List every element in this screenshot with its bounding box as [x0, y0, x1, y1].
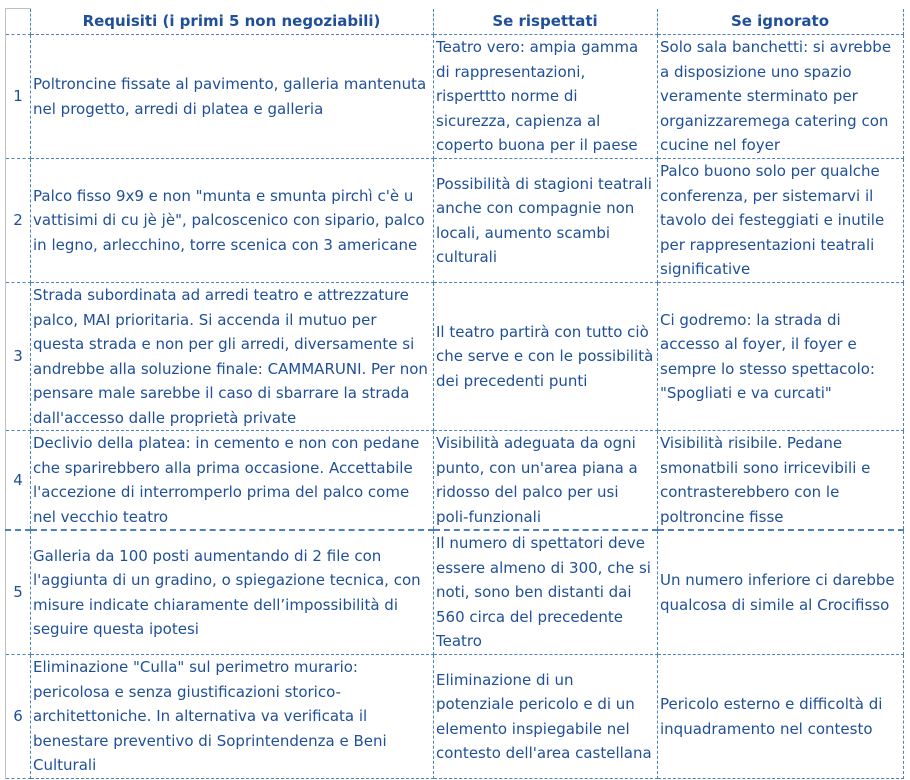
requirements-table: [5, 8, 904, 779]
respected-cell[interactable]: Possibilità di stagioni teatrali anche con compagnie non locali, aumento scambi culturali: [434, 159, 658, 283]
table-row: [6, 283, 904, 431]
header-if-respected[interactable]: Se rispettati: [434, 9, 658, 35]
header-row: [6, 9, 904, 35]
table-row: [6, 35, 904, 159]
row-number[interactable]: 1: [6, 35, 31, 159]
row-number[interactable]: 4: [6, 431, 31, 531]
ignored-cell[interactable]: Ci godremo: la strada di accesso al foyer, il foyer e sempre lo stesso spettacolo: "Spogliati e va curcati": [658, 283, 904, 431]
header-if-ignored[interactable]: Se ignorato: [658, 9, 904, 35]
respected-cell[interactable]: Eliminazione di un potenziale pericolo e di un elemento inspiegabile nel contesto dell'area castellana: [434, 655, 658, 779]
ignored-cell[interactable]: Solo sala banchetti: si avrebbe a disposizione uno spazio veramente sterminato per organizzaremega catering con cucine nel foyer: [658, 35, 904, 159]
ignored-cell[interactable]: Visibilità risibile. Pedane smonatbili sono irricevibili e contrasterebbero con le poltroncine fisse: [658, 431, 904, 531]
corner-cell[interactable]: [6, 9, 31, 35]
requirement-cell[interactable]: Strada subordinata ad arredi teatro e attrezzature palco, MAI prioritaria. Si accenda il mutuo per questa strada e non per gli arredi, diversamente si andrebbe alla soluzione finale: CAMMARUNI. Per non pensare male sarebbe il caso di sbarrare la strada dall'accesso dalle proprietà private: [31, 283, 434, 431]
requirement-cell[interactable]: Eliminazione "Culla" sul perimetro murario: pericolosa e senza giustificazioni storico-architettoniche. In alternativa va verificata il benestare preventivo di Soprintendenza e Beni Culturali: [31, 655, 434, 779]
table-row: [6, 655, 904, 779]
requirement-cell[interactable]: Poltroncine fissate al pavimento, galleria mantenuta nel progetto, arredi di platea e galleria: [31, 35, 434, 159]
ignored-cell[interactable]: Un numero inferiore ci darebbe qualcosa di simile al Crocifisso: [658, 530, 904, 655]
respected-cell[interactable]: Il numero di spettatori deve essere almeno di 300, che si noti, sono ben distanti dai 560 circa del precedente Teatro: [434, 530, 658, 655]
table-row: [6, 159, 904, 283]
header-requirements[interactable]: Requisiti (i primi 5 non negoziabili): [31, 9, 434, 35]
respected-cell[interactable]: Teatro vero: ampia gamma di rappresentazioni, risperttto norme di sicurezza, capienza al coperto buona per il paese: [434, 35, 658, 159]
respected-cell[interactable]: Il teatro partirà con tutto ciò che serve e con le possibilità dei precedenti punti: [434, 283, 658, 431]
requirement-cell[interactable]: Declivio della platea: in cemento e non con pedane che sparirebbero alla prima occasione. Accettabile l'accezione di interromperlo prima del palco come nel vecchio teatro: [31, 431, 434, 531]
table-row: [6, 431, 904, 531]
row-number[interactable]: 2: [6, 159, 31, 283]
ignored-cell[interactable]: Palco buono solo per qualche conferenza, per sistemarvi il tavolo dei festeggiati e inutile per rappresentazioni teatrali significative: [658, 159, 904, 283]
respected-cell[interactable]: Visibilità adeguata da ogni punto, con un'area piana a ridosso del palco per usi poli-funzionali: [434, 431, 658, 531]
row-number[interactable]: 3: [6, 283, 31, 431]
table-row: [6, 530, 904, 655]
requirement-cell[interactable]: Galleria da 100 posti aumentando di 2 file con l'aggiunta di un gradino, o spiegazione tecnica, con misure indicate chiaramente dell’impossibilità di seguire questa ipotesi: [31, 530, 434, 655]
row-number[interactable]: 5: [6, 530, 31, 655]
requirement-cell[interactable]: Palco fisso 9x9 e non "munta e smunta pirchì c'è u vattisimi di cu jè jè", palcoscenico con sipario, palco in legno, arlecchino, torre scenica con 3 americane: [31, 159, 434, 283]
row-number[interactable]: 6: [6, 655, 31, 779]
ignored-cell[interactable]: Pericolo esterno e difficoltà di inquadramento nel contesto: [658, 655, 904, 779]
